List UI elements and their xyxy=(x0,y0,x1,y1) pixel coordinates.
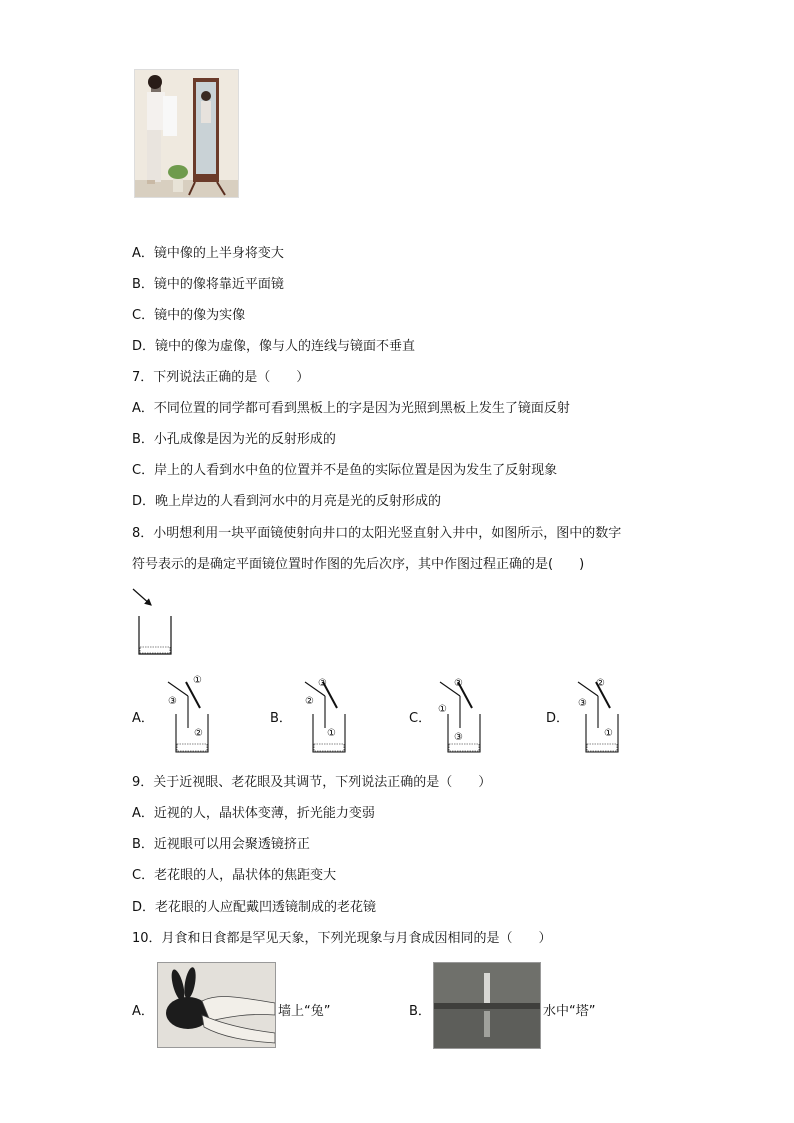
q8-d-step-left: ③ xyxy=(578,698,587,709)
q10-option-a-label: A． xyxy=(132,1004,154,1019)
q8-stem-line2: 符号表示的是确定平面镜位置时作图的先后次序，其中作图过程正确的是( ) xyxy=(132,557,585,572)
q10-option-b-caption: 水中“塔” xyxy=(543,1004,596,1019)
q8-b-step-bottom: ① xyxy=(327,728,336,739)
q8-option-d-diagram xyxy=(574,674,624,758)
q7-option-a: A．不同位置的同学都可看到黑板上的字是因为光照到黑板上发生了镜面反射 xyxy=(132,401,570,416)
q8-option-b-diagram xyxy=(301,674,351,758)
q8-b-step-left: ② xyxy=(305,696,314,707)
tower-reflection-image xyxy=(433,962,541,1049)
q8-b-step-top: ③ xyxy=(318,678,327,689)
shadow-rabbit-image xyxy=(157,962,276,1048)
q8-d-step-bottom: ① xyxy=(604,728,613,739)
q8-option-c-diagram xyxy=(436,674,486,758)
q10-option-a-caption: 墙上“兔” xyxy=(278,1004,331,1019)
q8-stem-line1: 8．小明想利用一块平面镜使射向井口的太阳光竖直射入井中，如图所示，图中的数字 xyxy=(132,526,622,541)
q6-option-a: A．镜中像的上半身将变大 xyxy=(132,246,284,261)
q9-option-a: A．近视的人，晶状体变薄，折光能力变弱 xyxy=(132,806,375,821)
q8-c-step-bottom: ③ xyxy=(454,732,463,743)
q8-a-step-left: ③ xyxy=(168,696,177,707)
q8-d-step-top: ② xyxy=(596,678,605,689)
q6-option-d: D．镜中的像为虚像，像与人的连线与镜面不垂直 xyxy=(132,339,416,354)
q8-well-diagram xyxy=(130,586,180,662)
q8-option-a-diagram xyxy=(164,674,214,758)
q9-option-c: C．老花眼的人，晶状体的焦距变大 xyxy=(132,868,337,883)
q9-option-b: B．近视眼可以用会聚透镜挤正 xyxy=(132,837,310,852)
q8-option-c-label: C． xyxy=(409,711,432,726)
q9-stem: 9．关于近视眼、老花眼及其调节，下列说法正确的是（ ） xyxy=(132,775,492,790)
q8-option-d-label: D． xyxy=(546,711,570,726)
q8-c-step-left: ① xyxy=(438,704,447,715)
q6-option-b: B．镜中的像将靠近平面镜 xyxy=(132,277,284,292)
q8-c-step-top: ② xyxy=(454,678,463,689)
mirror-photo xyxy=(134,69,239,198)
q7-stem: 7．下列说法正确的是（ ） xyxy=(132,370,310,385)
q7-option-b: B．小孔成像是因为光的反射形成的 xyxy=(132,432,336,447)
q8-a-step-bottom: ② xyxy=(194,728,203,739)
q10-stem: 10．月食和日食都是罕见天象，下列光现象与月食成因相同的是（ ） xyxy=(132,931,552,946)
q10-option-b-label: B． xyxy=(409,1004,431,1019)
q9-option-d: D．老花眼的人应配戴凹透镜制成的老花镜 xyxy=(132,900,377,915)
q8-option-a-label: A． xyxy=(132,711,154,726)
q6-option-c: C．镜中的像为实像 xyxy=(132,308,246,323)
q7-option-c: C．岸上的人看到水中鱼的位置并不是鱼的实际位置是因为发生了反射现象 xyxy=(132,463,558,478)
q7-option-d: D．晚上岸边的人看到河水中的月亮是光的反射形成的 xyxy=(132,494,442,509)
q8-a-step-top: ① xyxy=(193,675,202,686)
q8-option-b-label: B． xyxy=(270,711,292,726)
